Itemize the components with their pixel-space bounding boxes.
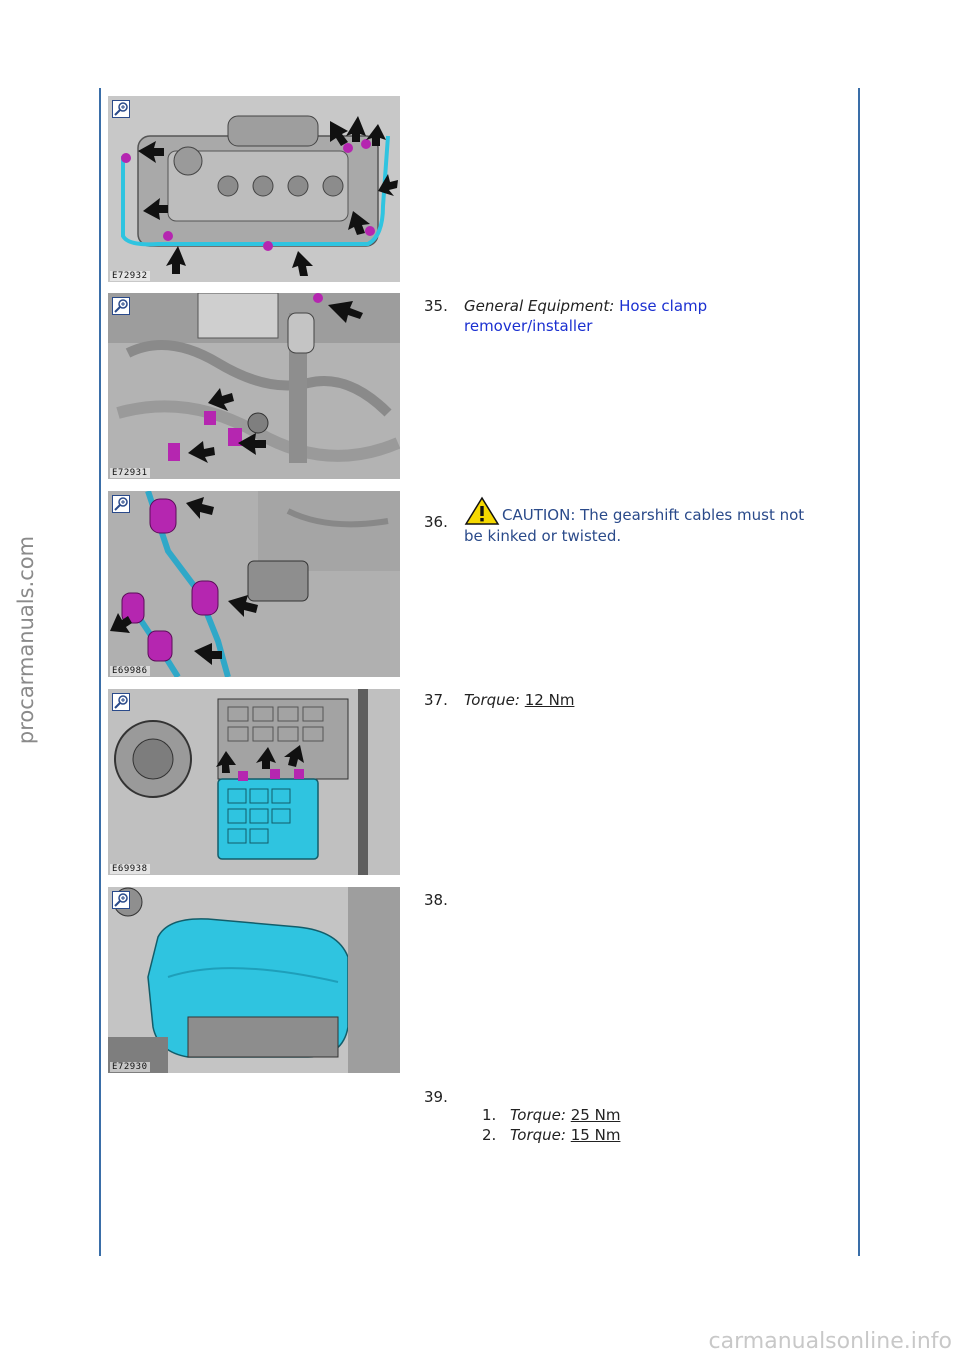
torque-value[interactable]: 12 Nm [524, 691, 575, 709]
equipment-link-cont[interactable]: remover/installer [464, 317, 593, 335]
step-body [464, 496, 844, 546]
step-39-torque-list [482, 1105, 782, 1145]
list-item [482, 1125, 782, 1145]
fuse-box-cover-illustration [108, 887, 400, 1073]
zoom-icon[interactable] [112, 100, 130, 118]
side-watermark [6, 500, 46, 780]
figure-e69938[interactable] [108, 689, 400, 875]
step-number: 35. [424, 297, 448, 315]
torque-label: Torque: [464, 691, 520, 709]
figure-e72930[interactable] [108, 887, 400, 1073]
gearshift-cable-illustration [108, 491, 400, 677]
side-watermark-text: procarmanuals.com [14, 535, 38, 745]
figure-code: E69938 [112, 864, 148, 874]
zoom-icon[interactable] [112, 891, 130, 909]
torque-label: Torque: [510, 1106, 566, 1124]
equipment-label: General Equipment: [464, 297, 615, 315]
step-number: 39. [424, 1088, 448, 1106]
figure-code: E72932 [112, 271, 148, 281]
zoom-icon[interactable] [112, 495, 130, 513]
hose-illustration [108, 293, 400, 479]
step-number: 37. [424, 691, 448, 709]
figure-code: E69986 [112, 666, 148, 676]
equipment-link[interactable]: Hose clamp [619, 297, 708, 315]
figure-code: E72931 [112, 468, 148, 478]
caution-text: CAUTION: The gearshift cables must not [502, 506, 805, 524]
caution-warning-icon [464, 496, 500, 526]
figure-e69986[interactable] [108, 491, 400, 677]
step-number: 38. [424, 891, 448, 909]
zoom-icon[interactable] [112, 297, 130, 315]
figure-e72931[interactable] [108, 293, 400, 479]
engine-illustration [108, 96, 400, 282]
bottom-watermark: carmanualsonline.info [708, 1329, 952, 1354]
list-item-number: 2. [482, 1126, 497, 1144]
step-number: 36. [424, 513, 448, 531]
figure-code: E72930 [112, 1062, 148, 1072]
torque-value[interactable]: 15 Nm [570, 1126, 621, 1144]
step-body [464, 690, 844, 710]
figure-e72932[interactable] [108, 96, 400, 282]
step-body [464, 296, 844, 336]
list-item [482, 1105, 782, 1125]
list-item-number: 1. [482, 1106, 497, 1124]
zoom-icon[interactable] [112, 693, 130, 711]
caution-text-cont: be kinked or twisted. [464, 527, 622, 545]
torque-value[interactable]: 25 Nm [570, 1106, 621, 1124]
right-margin-rule [858, 88, 860, 1256]
left-margin-rule [99, 88, 101, 1256]
fuse-box-illustration [108, 689, 400, 875]
torque-label: Torque: [510, 1126, 566, 1144]
